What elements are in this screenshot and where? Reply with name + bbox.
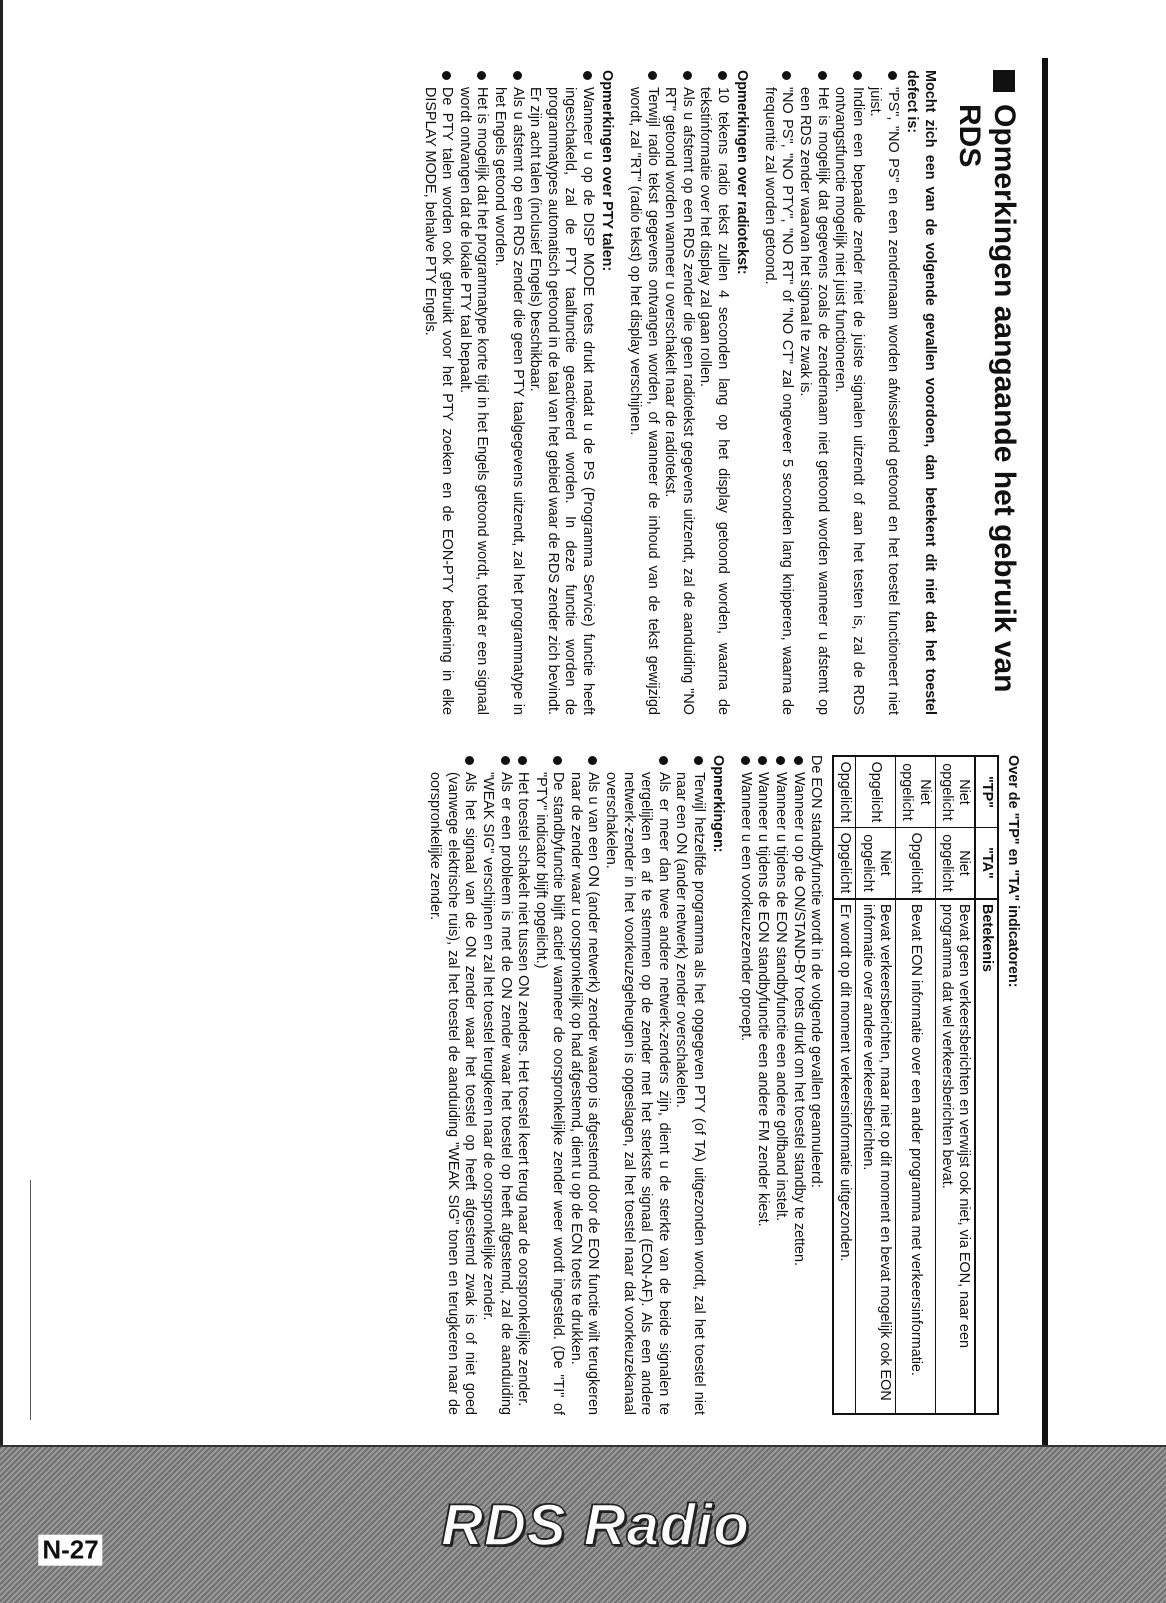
page-number: N-27	[31, 1520, 111, 1580]
list-item: Indien een bepaalde zender niet de juiste signalen uitzendt of aan het testen is, zal de RDS ontvangstfunctie mogelijk niet juist functioneren.	[831, 70, 866, 715]
table-row	[856, 756, 896, 1414]
header-rule	[1042, 58, 1048, 1462]
bullet-icon	[513, 71, 522, 80]
list-item: Als u van een ON (ander netwerk) zender waarop is afgestemd door de EON functie wilt terugkeren naar de zender waar u oorspronkelijk op had afgestemd, dient u op de EON toets te drukken.	[566, 755, 601, 1415]
list-item: De PTY talen worden ook gebruikt voor het PTY zoeken en de EON-PTY bediening in elke DISPLAY MODE, behalve PTY Engels.	[420, 70, 455, 715]
page-title-text: Opmerkingen aangaande het gebruik van RDS	[953, 104, 1021, 693]
list-item: Als u afstemt op een RDS zender die geen PTY taalgegevens uitzendt, zal het programmatype in het Engels getoond worden.	[491, 70, 526, 715]
bullet-icon	[818, 71, 827, 80]
indicator-table	[832, 755, 999, 1415]
eon-list	[736, 755, 806, 1415]
list-item: Terwijl radio tekst gegevens ontvangen worden, of wanneer de inhoud van de tekst gewijzigd wordt, zal "RT" (radio tekst) op het display verschijnen.	[625, 70, 660, 715]
cell-tp: Niet opgelicht	[935, 756, 975, 828]
list-item: 10 tekens radio tekst zullen 4 seconden lang op het display getoond worden, waarna de tekstinformatie over het display zal gaan rollen.	[696, 70, 731, 715]
list-item: Wanneer u op de ON/STAND-BY toets drukt om het toestel standby te zetten.	[789, 755, 807, 1415]
bullet-icon	[741, 756, 750, 765]
notes-heading: Opmerkingen:	[710, 755, 727, 853]
left-column	[420, 70, 1021, 715]
eon-intro: De EON standbyfunctie wordt in de volgende gevallen geannuleerd:	[808, 755, 825, 1188]
table-row	[833, 756, 856, 1414]
list-item: Het toestel schakelt niet tussen ON zenders. Het toestel keert terug naar de oorspronkelijke zender.	[514, 755, 532, 1415]
list-item: Als er een probleem is met de ON zender waar het toestel op heeft afgestemd, zal de aanduiding "WEAK SIG" verschijnen en zal het toestel terugkeren naar de oorspronkelijke zender.	[479, 755, 514, 1415]
cell-ta: Niet opgelicht	[856, 828, 896, 900]
list-item: Als het signaal van de ON zender waar het toestel op heeft afgestemd zwak is of niet goed (vanwege elektrische ruis), zal het toestel de aanduiding "WEAK SIG" tonen en terugkeren naar de oorspronkelijke zender.	[426, 755, 479, 1415]
section-band-title: RDS Radio	[441, 1492, 751, 1558]
cell-tp: Opgelicht	[856, 756, 896, 828]
bullet-icon	[588, 756, 597, 765]
list-item: Terwijl hetzelfde programma als het opgegeven PTY (of TA) uitgezonden wordt, zal het toestel niet naar een ON (ander netwerk) zender overschakelen.	[672, 755, 707, 1415]
cell-tp: Opgelicht	[833, 756, 856, 828]
page-title	[952, 70, 1021, 715]
bullet-icon	[659, 756, 668, 765]
cell-meaning: Bevat verkeersberichten, maar niet op dit moment en bevat mogelijk ook EON informatie over andere verkeersberichten.	[856, 899, 896, 1414]
list-item: Als er meer dan twee andere netwerk-zenders zijn, dient u de sterkte van de beide signalen te vergelijken en af te stemmen op de zender met het sterkste signaal (EON-AF). Als een andere netwerk-zender in het voorkeuzegeheugen is opgeslagen, zal het toestel naar dat voorkeuzekanaal overschakelen.	[601, 755, 671, 1415]
radiotext-list	[625, 70, 730, 715]
bullet-icon	[794, 756, 803, 765]
intro-list	[760, 70, 901, 715]
list-item: Als u afstemt op een RDS zender die geen radiotekst gegevens uitzendt, zal de aanduiding "NO RT" getoond worden wanneer u overschakelt naar de radiotekst.	[661, 70, 696, 715]
cell-ta: Opgelicht	[833, 828, 856, 900]
bullet-icon	[518, 756, 527, 765]
cell-meaning: Bevat geen verkeersberichten en verwijst ook niet, via EON, naar een programma dat wel verkeersberichten bevat.	[935, 899, 975, 1414]
cell-tp: Niet opgelicht	[896, 756, 936, 828]
table-row	[896, 756, 936, 1414]
bullet-icon	[501, 756, 510, 765]
right-column	[426, 755, 1021, 1415]
table-header-row	[975, 756, 998, 1414]
bullet-icon	[583, 71, 592, 80]
list-item: Wanneer u op de DISP MODE toets drukt nadat u de PS (Programma Service) functie heeft ingeschakeld, zal de PTY taalfunctie geactiveerd worden. In deze functie worden de programmatypes automatisch getoond in de taal van het gebied waar de RDS zender zich bevindt. Er zijn acht talen (inclusief Engels) beschikbaar.	[526, 70, 596, 715]
square-bullet-icon	[993, 70, 1015, 92]
bullet-icon	[888, 71, 897, 80]
radiotext-heading: Opmerkingen over radiotekst:	[734, 70, 751, 275]
header-betekenis: Betekenis	[975, 899, 998, 1414]
pty-list	[420, 70, 596, 715]
bullet-icon	[718, 71, 727, 80]
list-item: Het is mogelijk dat het programmatype korte tijd in het Engels getoond wordt, totdat er een signaal wordt ontvangen dat de lokale PTY taal bepaalt.	[455, 70, 490, 715]
list-item: Wanneer u een voorkeuzezender oproept.	[736, 755, 754, 1415]
cell-ta: Opgelicht	[896, 828, 936, 900]
table-row	[935, 756, 975, 1414]
cell-meaning: Bevat EON informatie over een ander programma met verkeersinformatie.	[896, 899, 936, 1414]
list-item: Het is mogelijk dat gegevens zoals de zendernaam niet getoond worden wanneer u afstemt op een RDS zender waarvan het signaal te zwak is.	[796, 70, 831, 715]
bullet-icon	[759, 756, 768, 765]
notes-list	[426, 755, 707, 1415]
bullet-icon	[783, 71, 792, 80]
bullet-icon	[776, 756, 785, 765]
header-tp: "TP"	[975, 756, 998, 828]
bullet-icon	[683, 71, 692, 80]
list-item: Wanneer u tijdens de EON standbyfunctie een andere FM zender kiest.	[754, 755, 772, 1415]
bullet-icon	[648, 71, 657, 80]
pty-heading: Opmerkingen over PTY talen:	[599, 70, 616, 272]
bullet-icon	[442, 71, 451, 80]
cell-ta: Niet opgelicht	[935, 828, 975, 900]
bullet-icon	[694, 756, 703, 765]
list-item: "NO PS", "NO PTY", "NO RT" of "NO CT" zal ongeveer 5 seconden lang knipperen, waarna de frequentie zal worden getoond.	[760, 70, 795, 715]
list-item: "PS", "NO PS" en een zendernaam worden afwisselend getoond en het toestel functioneert niet juist.	[866, 70, 901, 715]
bullet-icon	[466, 756, 475, 765]
bullet-icon	[478, 71, 487, 80]
table-title: Over de "TP" en "TA" indicatoren:	[1005, 755, 1021, 988]
bullet-icon	[553, 756, 562, 765]
header-ta: "TA"	[975, 828, 998, 900]
bullet-icon	[853, 71, 862, 80]
list-item: Wanneer u tijdens de EON standbyfunctie een andere golfband instelt.	[772, 755, 790, 1415]
list-item: De standbyfunctie blijft actief wanneer de oorspronkelijke zender weer wordt ingesteld. (De "TI" of "PTY" indicator blijft opgelicht.)	[531, 755, 566, 1415]
intro-text: Mocht zich een van de volgende gevallen voordoen, dan betekent dit niet dat het toestel defect is:	[904, 70, 938, 715]
cell-meaning: Er wordt op dit moment verkeersinformatie uitgezonden.	[833, 899, 856, 1414]
